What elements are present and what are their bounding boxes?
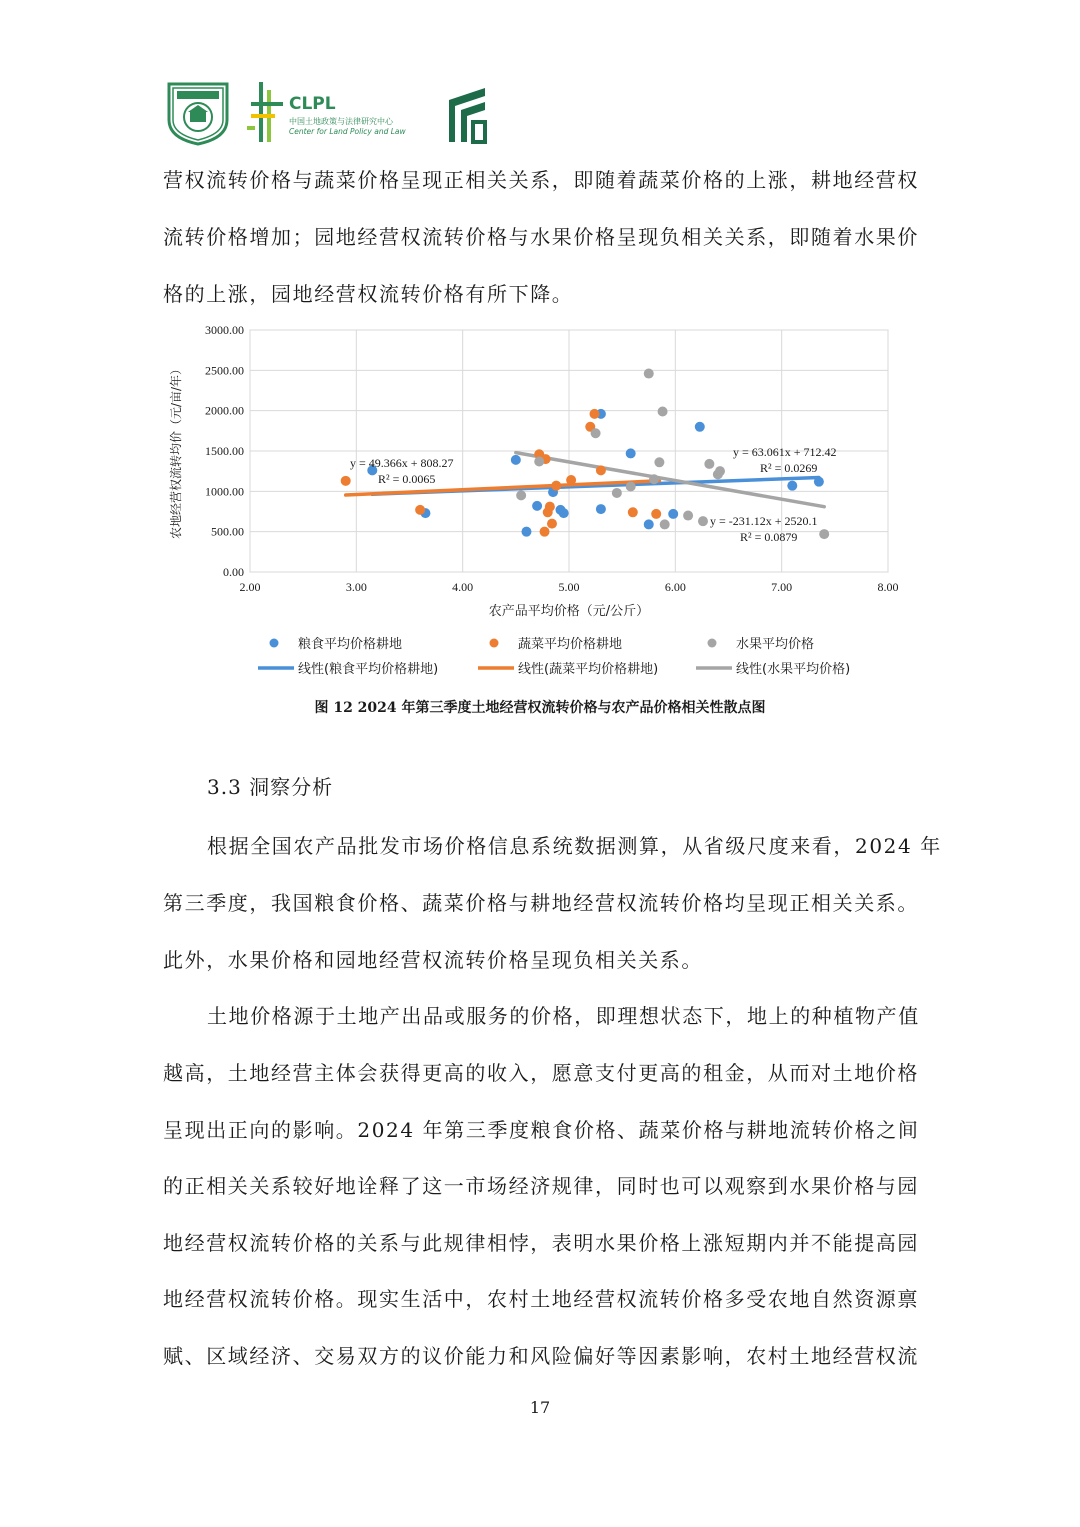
r2-grain: R² = 0.0065 [378,472,436,486]
eq-fruit: y = -231.12x + 2520.1 [710,514,818,528]
point-veg [590,409,600,419]
point-grain [626,448,636,458]
scatter-chart [160,318,900,690]
point-grain [814,477,824,487]
point-fruit [698,516,708,526]
point-fruit [534,456,544,466]
body-line-1: 根据全国农产品批发市场价格信息系统数据测算，从省级尺度来看，2024 年 [207,834,942,858]
point-fruit [516,490,526,500]
clpl-logo [247,82,427,144]
y-axis-label: 农地经营权流转均价（元/亩/年） [169,362,183,540]
x-tick-labels [240,580,899,594]
clpl-chinese-name: 中国土地政策与法律研究中心 [289,117,393,126]
clpl-title: CLPL [289,94,336,114]
intro-line-1: 营权流转价格与蔬菜价格呈现正相关关系，即随着蔬菜价格的上涨，耕地经营权 [163,168,919,192]
point-grain [668,509,678,519]
body-line-4: 土地价格源于土地产出品或服务的价格，即理想状态下，地上的种植物产值 [207,1004,920,1028]
point-veg [551,481,561,491]
body-line-6: 呈现出正向的影响。2024 年第三季度粮食价格、蔬菜价格与耕地流转价格之间 [163,1118,920,1142]
figure-caption: 图 12 2024 年第三季度土地经营权流转价格与农产品价格相关性散点图 [314,700,766,716]
intro-line-3: 格的上涨，园地经营权流转价格有所下降。 [163,282,574,306]
point-fruit [626,481,636,491]
point-fruit [644,369,654,379]
clpl-english-name: Center for Land Policy and Law [289,127,406,136]
body-line-7: 的正相关关系较好地诠释了这一市场经济规律，同时也可以观察到水果价格与园 [163,1174,919,1198]
point-veg [341,476,351,486]
legend-grain-label: 粮食平均价格耕地 [298,637,403,652]
y-tick-label: 2000.00 [205,403,244,418]
point-grain [559,508,569,518]
y-tick-label: 3000.00 [205,323,244,337]
point-grain [695,422,705,432]
partner-logo-icon [445,86,491,144]
point-grain [787,481,797,491]
point-fruit [649,474,659,484]
legend-veg-marker [490,639,499,648]
point-grain [644,519,654,529]
intro-line-2: 流转价格增加；园地经营权流转价格与水果价格呈现负相关关系，即随着水果价 [163,225,919,249]
x-tick-label: 4.00 [452,580,474,594]
y-tick-label: 500.00 [211,524,244,539]
university-seal-icon [163,80,233,146]
page-number: 17 [529,1398,551,1417]
point-fruit [660,519,670,529]
point-veg [545,502,555,512]
x-tick-label: 7.00 [771,580,793,594]
y-tick-label: 1000.00 [205,484,244,499]
y-tick-labels [205,323,244,579]
body-line-9: 地经营权流转价格。现实生活中，农村土地经营权流转价格多受农地自然资源禀 [163,1287,919,1311]
point-fruit [654,457,664,467]
y-tick-label: 1500.00 [205,444,244,458]
point-veg [628,507,638,517]
x-tick-label: 2.00 [239,580,261,594]
legend-veg-trend-label: 线性(蔬菜平均价格耕地) [518,662,659,677]
y-tick-label: 2500.00 [205,363,244,378]
r2-extra: R² = 0.0269 [760,461,818,475]
x-tick-label: 8.00 [877,580,899,594]
legend-grain-marker [270,639,279,648]
point-fruit [683,511,693,521]
point-grain [596,504,606,514]
header-logos [163,80,563,150]
x-tick-label: 5.00 [558,580,580,594]
body-line-2: 第三季度，我国粮食价格、蔬菜价格与耕地经营权流转价格均呈现正相关关系。 [163,891,919,915]
point-fruit [612,488,622,498]
point-veg [415,505,425,515]
body-line-5: 越高，土地经营主体会获得更高的收入，愿意支付更高的租金，从而对土地价格 [163,1061,919,1085]
r2-fruit: R² = 0.0879 [740,530,798,544]
point-fruit [704,459,714,469]
body-line-10: 赋、区域经济、交易双方的议价能力和风险偏好等因素影响，农村土地经营权流 [163,1344,919,1368]
chart-legend [258,636,850,677]
legend-grain-trend-label: 线性(粮食平均价格耕地) [298,662,439,677]
eq-grain: y = 49.366x + 808.27 [350,456,454,470]
legend-veg-label: 蔬菜平均价格耕地 [518,637,623,652]
x-tick-label: 6.00 [664,580,686,594]
point-veg [651,509,661,519]
y-tick-label: 0.00 [223,565,244,579]
point-fruit [591,428,601,438]
body-line-3: 此外，水果价格和园地经营权流转价格呈现负相关关系。 [163,948,703,972]
point-veg [547,519,557,529]
point-grain [532,501,542,511]
x-axis-label: 农产品平均价格（元/公斤） [488,604,650,619]
point-veg [566,475,576,485]
body-line-8: 地经营权流转价格的关系与此规律相悖，表明水果价格上涨短期内并不能提高园 [163,1231,919,1255]
legend-fruit-marker [708,639,717,648]
point-veg [540,527,550,537]
section-title: 3.3 洞察分析 [207,775,334,799]
legend-fruit-label: 水果平均价格 [736,637,815,652]
point-grain [521,527,531,537]
point-veg [596,465,606,475]
point-fruit [658,406,668,416]
eq-extra: y = 63.061x + 712.42 [733,445,837,459]
point-fruit [819,529,829,539]
x-tick-label: 3.00 [345,580,367,594]
point-fruit [715,466,725,476]
point-grain [511,455,521,465]
clpl-mark-icon [247,82,291,144]
legend-fruit-trend-label: 线性(水果平均价格) [736,662,851,677]
